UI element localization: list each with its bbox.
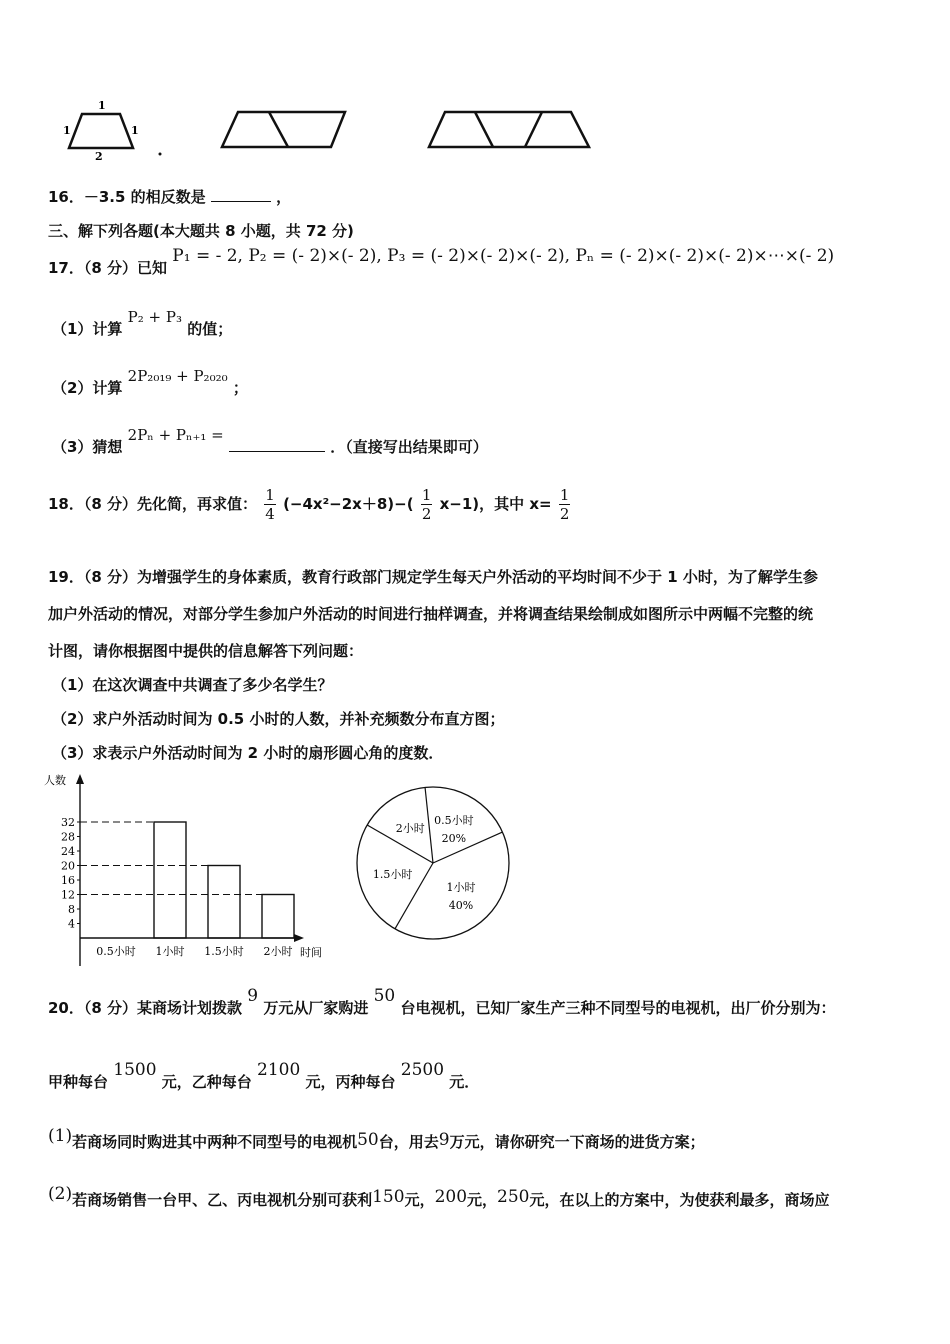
q16-answer-blank	[211, 201, 271, 202]
q20-s2-num: (2)	[48, 1184, 73, 1204]
q18-fraction-2	[421, 486, 433, 523]
q18-frac3-num: 1	[559, 486, 570, 504]
q18-frac3-den: 2	[559, 505, 570, 523]
histogram-ytick-label: 24	[61, 845, 75, 858]
q18-frac2-den: 2	[421, 505, 432, 523]
q20-n50: 50	[373, 986, 396, 1006]
q20-s1a: 若商场同时购进其中两种不同型号的电视机	[72, 1133, 358, 1151]
two-trapezoid-divider	[269, 112, 288, 147]
histogram-ytick-label: 12	[61, 888, 75, 902]
histogram-ytick-label: 4	[68, 917, 75, 931]
q18-expr2: x−1)，其中 x=	[439, 495, 552, 513]
q16-text: 16．－3.5 的相反数是	[48, 188, 206, 206]
histogram-y-arrow	[76, 774, 84, 784]
q20-s1-n9: 9	[438, 1130, 450, 1150]
histogram-ytick-label: 16	[61, 874, 75, 887]
q20-l2d: 元．	[449, 1073, 480, 1091]
q20-s2-250: 250	[497, 1187, 530, 1207]
three-trapezoid-shape	[429, 112, 589, 147]
trapezoid-bottom-label: 2	[95, 150, 103, 163]
pie-chart	[350, 782, 520, 947]
q17-p1-label: （1）计算	[52, 320, 123, 338]
q19-sub3: （3）求表示户外活动时间为 2 小时的扇形圆心角的度数．	[52, 744, 444, 762]
q20-s1c: 万元，请你研究一下商场的进货方案；	[449, 1133, 705, 1151]
q20-p2100: 2100	[257, 1060, 301, 1080]
q20-s2a: 若商场销售一台甲、乙、丙电视机分别可获利	[72, 1191, 373, 1209]
q20-s2c: 元，	[467, 1191, 498, 1209]
q20-l1c: 台电视机，已知厂家生产三种不同型号的电视机，出厂价分别为：	[400, 999, 836, 1017]
q17-formula: P₁ = - 2, P₂ = (- 2)×(- 2), P₃ = (- 2)×(- 2)×(- 2), Pₙ = (- 2)×(- 2)×(- 2)×⋯×(- 2)	[172, 246, 835, 266]
q17-part3	[52, 426, 488, 457]
q20-l1a: 20．（8 分）某商场计划拨款	[48, 999, 243, 1017]
q18-fraction-1	[264, 486, 276, 523]
q17-p3-suffix: ．（直接写出结果即可）	[330, 438, 488, 456]
q17-part2	[52, 367, 248, 398]
pie-slice-boundary	[425, 787, 433, 863]
q17-line	[48, 246, 835, 278]
histogram-ytick-label: 32	[61, 816, 75, 829]
q18-fraction-3	[559, 486, 571, 523]
histogram-bar	[154, 822, 186, 938]
q19-line3: 计图，请你根据图中提供的信息解答下列问题：	[48, 642, 364, 660]
q20-s1-num: (1)	[48, 1126, 73, 1146]
q17-p2-suffix: ；	[232, 379, 248, 397]
q18-frac2-num: 1	[421, 486, 432, 504]
q17-p1-suffix: 的值；	[187, 320, 233, 338]
q20-s2b: 元，	[404, 1191, 435, 1209]
pie-slice-label: 1.5小时	[372, 867, 413, 881]
histogram-xlabel: 时间	[300, 946, 322, 959]
pie-slice-label: 1小时	[446, 881, 476, 895]
q16-line	[48, 186, 291, 207]
q18-line	[48, 486, 572, 523]
q19-sub2: （2）求户外活动时间为 0.5 小时的人数，并补充频数分布直方图；	[52, 710, 505, 728]
pie-slice-percent: 40%	[448, 899, 474, 913]
histogram-x-arrow	[294, 934, 304, 942]
histogram-xtick-label: 1.5小时	[204, 945, 244, 958]
q17-p3-label: （3）猜想	[52, 438, 123, 456]
q20-sub2	[48, 1184, 830, 1210]
q17-p2-label: （2）计算	[52, 379, 123, 397]
q20-line1	[48, 986, 836, 1018]
top-shapes-figure	[55, 98, 600, 164]
three-trapezoid-divider-2	[525, 112, 542, 147]
q18-prefix: 18．（8 分）先化简，再求值：	[48, 495, 258, 513]
histogram-xtick-label: 2小时	[263, 945, 293, 958]
q20-l2a: 甲种每台	[48, 1073, 109, 1091]
trapezoid-left-label: 1	[63, 124, 71, 137]
q16-end: ，	[276, 188, 292, 206]
pie-slice-label: 2小时	[395, 821, 425, 835]
section3-title: 三、解下列各题(本大题共 8 小题，共 72 分)	[48, 222, 354, 240]
histogram-ytick-label: 20	[61, 859, 75, 873]
q17-prefix: 17．（8 分）已知	[48, 259, 168, 277]
trapezoid-shape	[69, 114, 133, 148]
q19-line1: 19．（8 分）为增强学生的身体素质，教育行政部门规定学生每天户外活动的平均时间不少于 1 小时，为了解学生参	[48, 568, 818, 586]
q20-sub1	[48, 1126, 705, 1152]
histogram-bar	[262, 895, 294, 939]
q17-part1	[52, 308, 233, 339]
histogram-xtick-label: 1小时	[155, 945, 185, 958]
q20-s2-200: 200	[434, 1187, 468, 1207]
q20-s1b: 台，用去	[378, 1133, 439, 1151]
trapezoid-right-label: 1	[131, 124, 139, 137]
q17-p3-formula: 2Pₙ + Pₙ₊₁ =	[127, 426, 224, 444]
q20-n9: 9	[247, 986, 259, 1006]
q20-l1b: 万元从厂家购进	[263, 999, 369, 1017]
q20-l2b: 元，乙种每台	[161, 1073, 252, 1091]
q17-p1-formula: P₂ + P₃	[127, 308, 182, 326]
histogram-ylabel: 人数	[44, 774, 66, 787]
q20-s1-n50: 50	[357, 1130, 379, 1150]
q20-s2d: 元，在以上的方案中，为使获利最多，商场应	[529, 1191, 830, 1209]
q20-s2-150: 150	[372, 1187, 405, 1207]
q20-p2500: 2500	[400, 1060, 445, 1080]
q17-p3-answer-blank	[229, 451, 325, 452]
q20-line2	[48, 1060, 480, 1092]
pie-slice-percent: 20%	[441, 831, 467, 845]
q18-frac1-num: 1	[265, 486, 275, 504]
three-trapezoid-divider-1	[475, 112, 493, 147]
dot-mark	[159, 153, 162, 156]
histogram-bar	[208, 866, 240, 939]
q18-expr1: (−4x²−2x＋8)−(	[283, 495, 414, 513]
histogram-ytick-label: 8	[68, 903, 75, 916]
q18-frac1-den: 4	[265, 505, 275, 523]
q19-sub1: （1）在这次调查中共调查了多少名学生？	[52, 676, 333, 694]
q20-p1500: 1500	[113, 1060, 157, 1080]
q20-l2c: 元，丙种每台	[305, 1073, 396, 1091]
q19-line2: 加户外活动的情况，对部分学生参加户外活动的时间进行抽样调查，并将调查结果绘制成如图所示中两幅不完整的统	[48, 605, 814, 623]
two-trapezoid-shape	[222, 112, 345, 147]
q17-p2-formula: 2P₂₀₁₉ + P₂₀₂₀	[127, 367, 228, 385]
histogram-xtick-label: 0.5小时	[96, 945, 136, 958]
histogram-ytick-label: 28	[61, 830, 75, 844]
pie-slice-label: 0.5小时	[434, 813, 474, 827]
trapezoid-top-label: 1	[98, 99, 106, 112]
histogram-chart	[40, 770, 340, 970]
